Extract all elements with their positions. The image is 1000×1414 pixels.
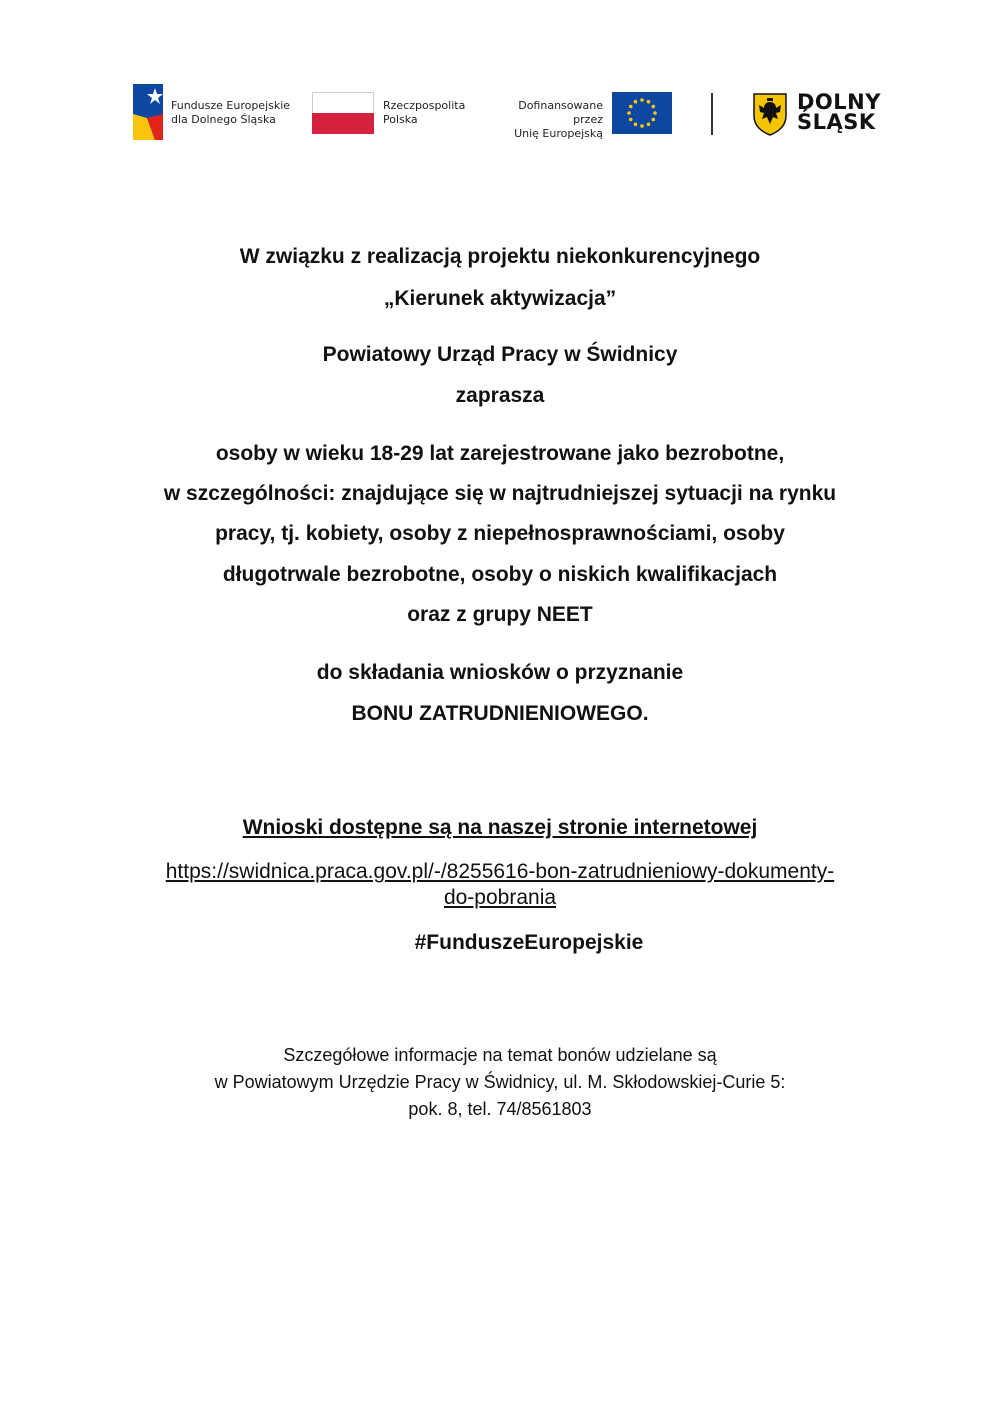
hashtag: #FunduszeEuropejskie <box>414 931 644 954</box>
ue-logo-line1: Dofinansowane przez <box>518 99 603 126</box>
offer-line1: do składania wniosków o przyznanie <box>316 661 684 684</box>
target-line: długotrwale bezrobotne, osoby o niskich kwalifikacjach <box>222 563 778 586</box>
footer-line1: Szczegółowe informacje na temat bonów udzielane są <box>283 1045 717 1065</box>
logo-divider <box>711 93 713 135</box>
polish-flag-icon <box>312 92 374 134</box>
rp-logo-line1: Rzeczpospolita <box>383 99 466 112</box>
heading-project-name: „Kierunek aktywizacja” <box>383 287 617 310</box>
dolny-slask-crest-icon <box>752 92 788 136</box>
fundusze-europejskie-logo <box>133 84 163 140</box>
fe-logo-line2: dla Dolnego Śląska <box>171 113 276 126</box>
eu-flag-icon <box>612 92 672 134</box>
applications-link-line2[interactable]: do-pobrania <box>443 886 557 909</box>
footer-contact: pok. 8, tel. 74/8561803 <box>408 1099 592 1119</box>
applications-link-cont[interactable] <box>0 886 1000 910</box>
ue-logo-line2: Unię Europejską <box>514 127 603 140</box>
target-line: pracy, tj. kobiety, osoby z niepełnosprawnościami, osoby <box>215 522 785 545</box>
footer-line2: w Powiatowym Urzędzie Pracy w Świdnicy, ul. M. Skłodowskiej-Curie 5: <box>214 1072 786 1092</box>
invites-text: zaprasza <box>455 384 545 407</box>
heading-line1: W związku z realizacją projektu niekonkurencyjnego <box>239 245 761 268</box>
logo-bar <box>0 0 1000 160</box>
office-name: Powiatowy Urząd Pracy w Świdnicy <box>322 343 678 366</box>
offer-voucher-name: BONU ZATRUDNIENIOWEGO. <box>351 702 649 725</box>
applications-link[interactable] <box>0 860 1000 884</box>
rp-logo-line2: Polska <box>383 113 418 126</box>
ds-logo-line1: DOLNY <box>797 90 881 114</box>
applications-link-line1[interactable]: https://swidnica.praca.gov.pl/-/8255616-bon-zatrudnieniowy-dokumenty- <box>165 860 835 883</box>
target-line: w szczególności: znajdujące się w najtrudniejszej sytuacji na rynku <box>163 482 837 505</box>
target-line: oraz z grupy NEET <box>407 603 593 626</box>
applications-title: Wnioski dostępne są na naszej stronie internetowej <box>242 816 758 839</box>
target-line: osoby w wieku 18-29 lat zarejestrowane jako bezrobotne, <box>215 442 785 465</box>
ds-logo-line2: ŚLĄSK <box>797 110 876 134</box>
fe-logo-line1: Fundusze Europejskie <box>171 99 291 112</box>
